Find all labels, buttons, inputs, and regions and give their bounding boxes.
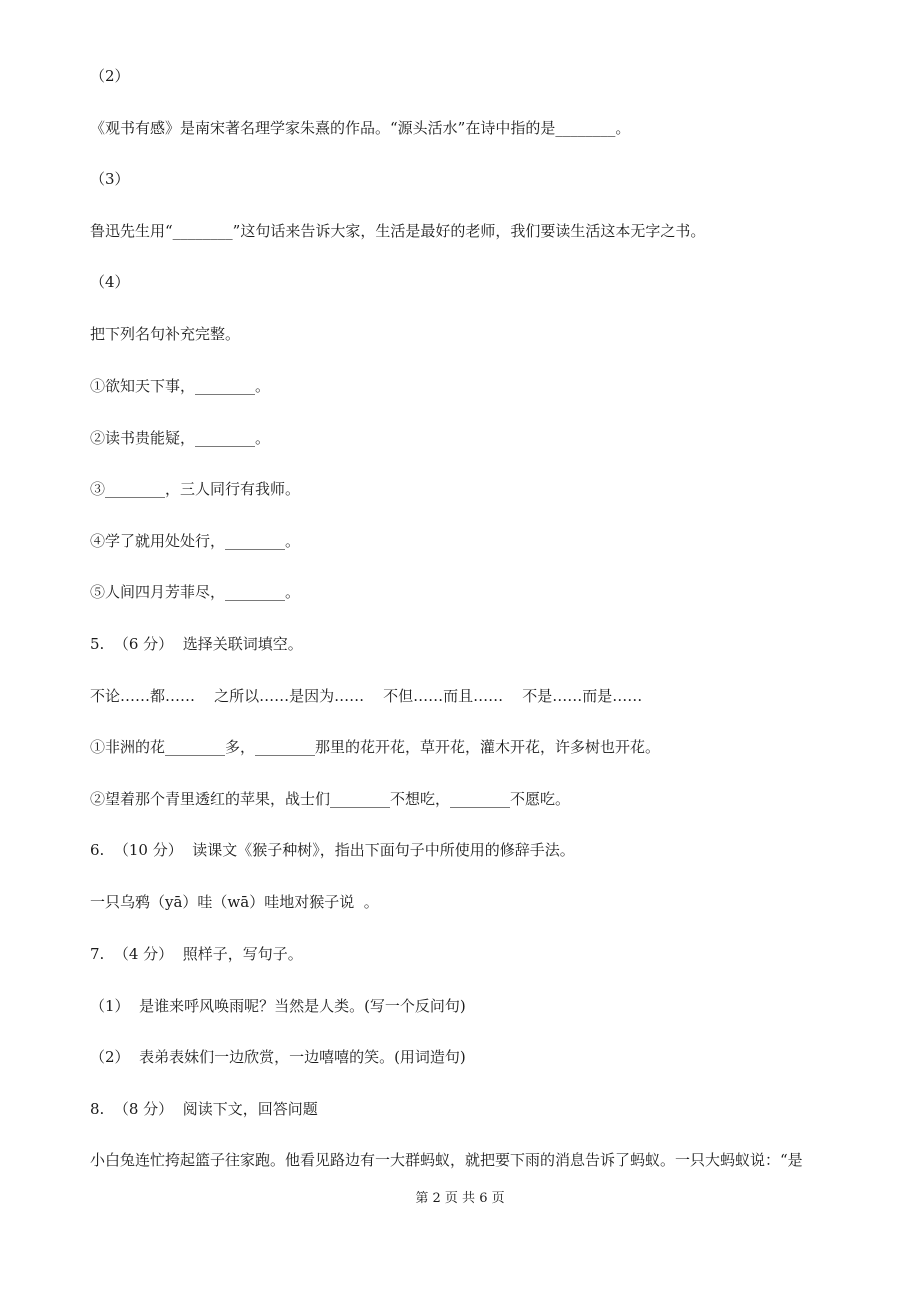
page-footer: 第 2 页 共 6 页	[415, 1191, 505, 1206]
fill-item-5: ⑤人间四月芳菲尽，________。	[90, 583, 301, 601]
fill-item-3: ③________，三人同行有我师。	[90, 480, 301, 498]
subquestion-3-text: 鲁迅先生用“________”这句话来告诉大家，生活是最好的老师，我们要读生活这本无字之书。	[90, 222, 706, 240]
question-8-passage: 小白兔连忙挎起篮子往家跑。他看见路边有一大群蚂蚁，就把要下雨的消息告诉了蚂蚁。一只大蚂蚁说：“是	[90, 1151, 803, 1169]
conjunction-options: 不论……都…… 之所以……是因为…… 不但……而且…… 不是……而是……	[90, 687, 643, 705]
fill-item-1: ①欲知天下事，________。	[90, 377, 271, 395]
question-7-item-1: （1） 是谁来呼风唤雨呢？当然是人类。(写一个反问句)	[90, 997, 466, 1015]
subquestion-4-label: （4）	[90, 273, 130, 291]
subquestion-4-prompt: 把下列名句补充完整。	[90, 325, 241, 343]
question-7-item-2: （2） 表弟表妹们一边欣赏，一边嘻嘻的笑。(用词造句)	[90, 1048, 466, 1066]
subquestion-2-label: （2）	[90, 67, 130, 85]
question-5-item-1: ①非洲的花________多，________那里的花开花，草开花，灌木开花，许多树也开花。	[90, 738, 661, 756]
question-8-heading: 8. （8 分） 阅读下文，回答问题	[90, 1100, 318, 1118]
question-5-item-2: ②望着那个青里透红的苹果，战士们________不想吃，________不愿吃。	[90, 790, 571, 808]
fill-item-4: ④学了就用处处行，________。	[90, 532, 301, 550]
question-6-sentence: 一只乌鸦（yā）哇（wā）哇地对猴子说 。	[90, 893, 379, 911]
question-7-heading: 7. （4 分） 照样子，写句子。	[90, 945, 303, 963]
fill-item-2: ②读书贵能疑，________。	[90, 429, 271, 447]
subquestion-2-text: 《观书有感》是南宋著名理学家朱熹的作品。“源头活水”在诗中指的是________。	[90, 119, 631, 137]
question-5-heading: 5. （6 分） 选择关联词填空。	[90, 635, 303, 653]
subquestion-3-label: （3）	[90, 170, 130, 188]
question-6-heading: 6. （10 分） 读课文《猴子种树》，指出下面句子中所使用的修辞手法。	[90, 841, 575, 859]
